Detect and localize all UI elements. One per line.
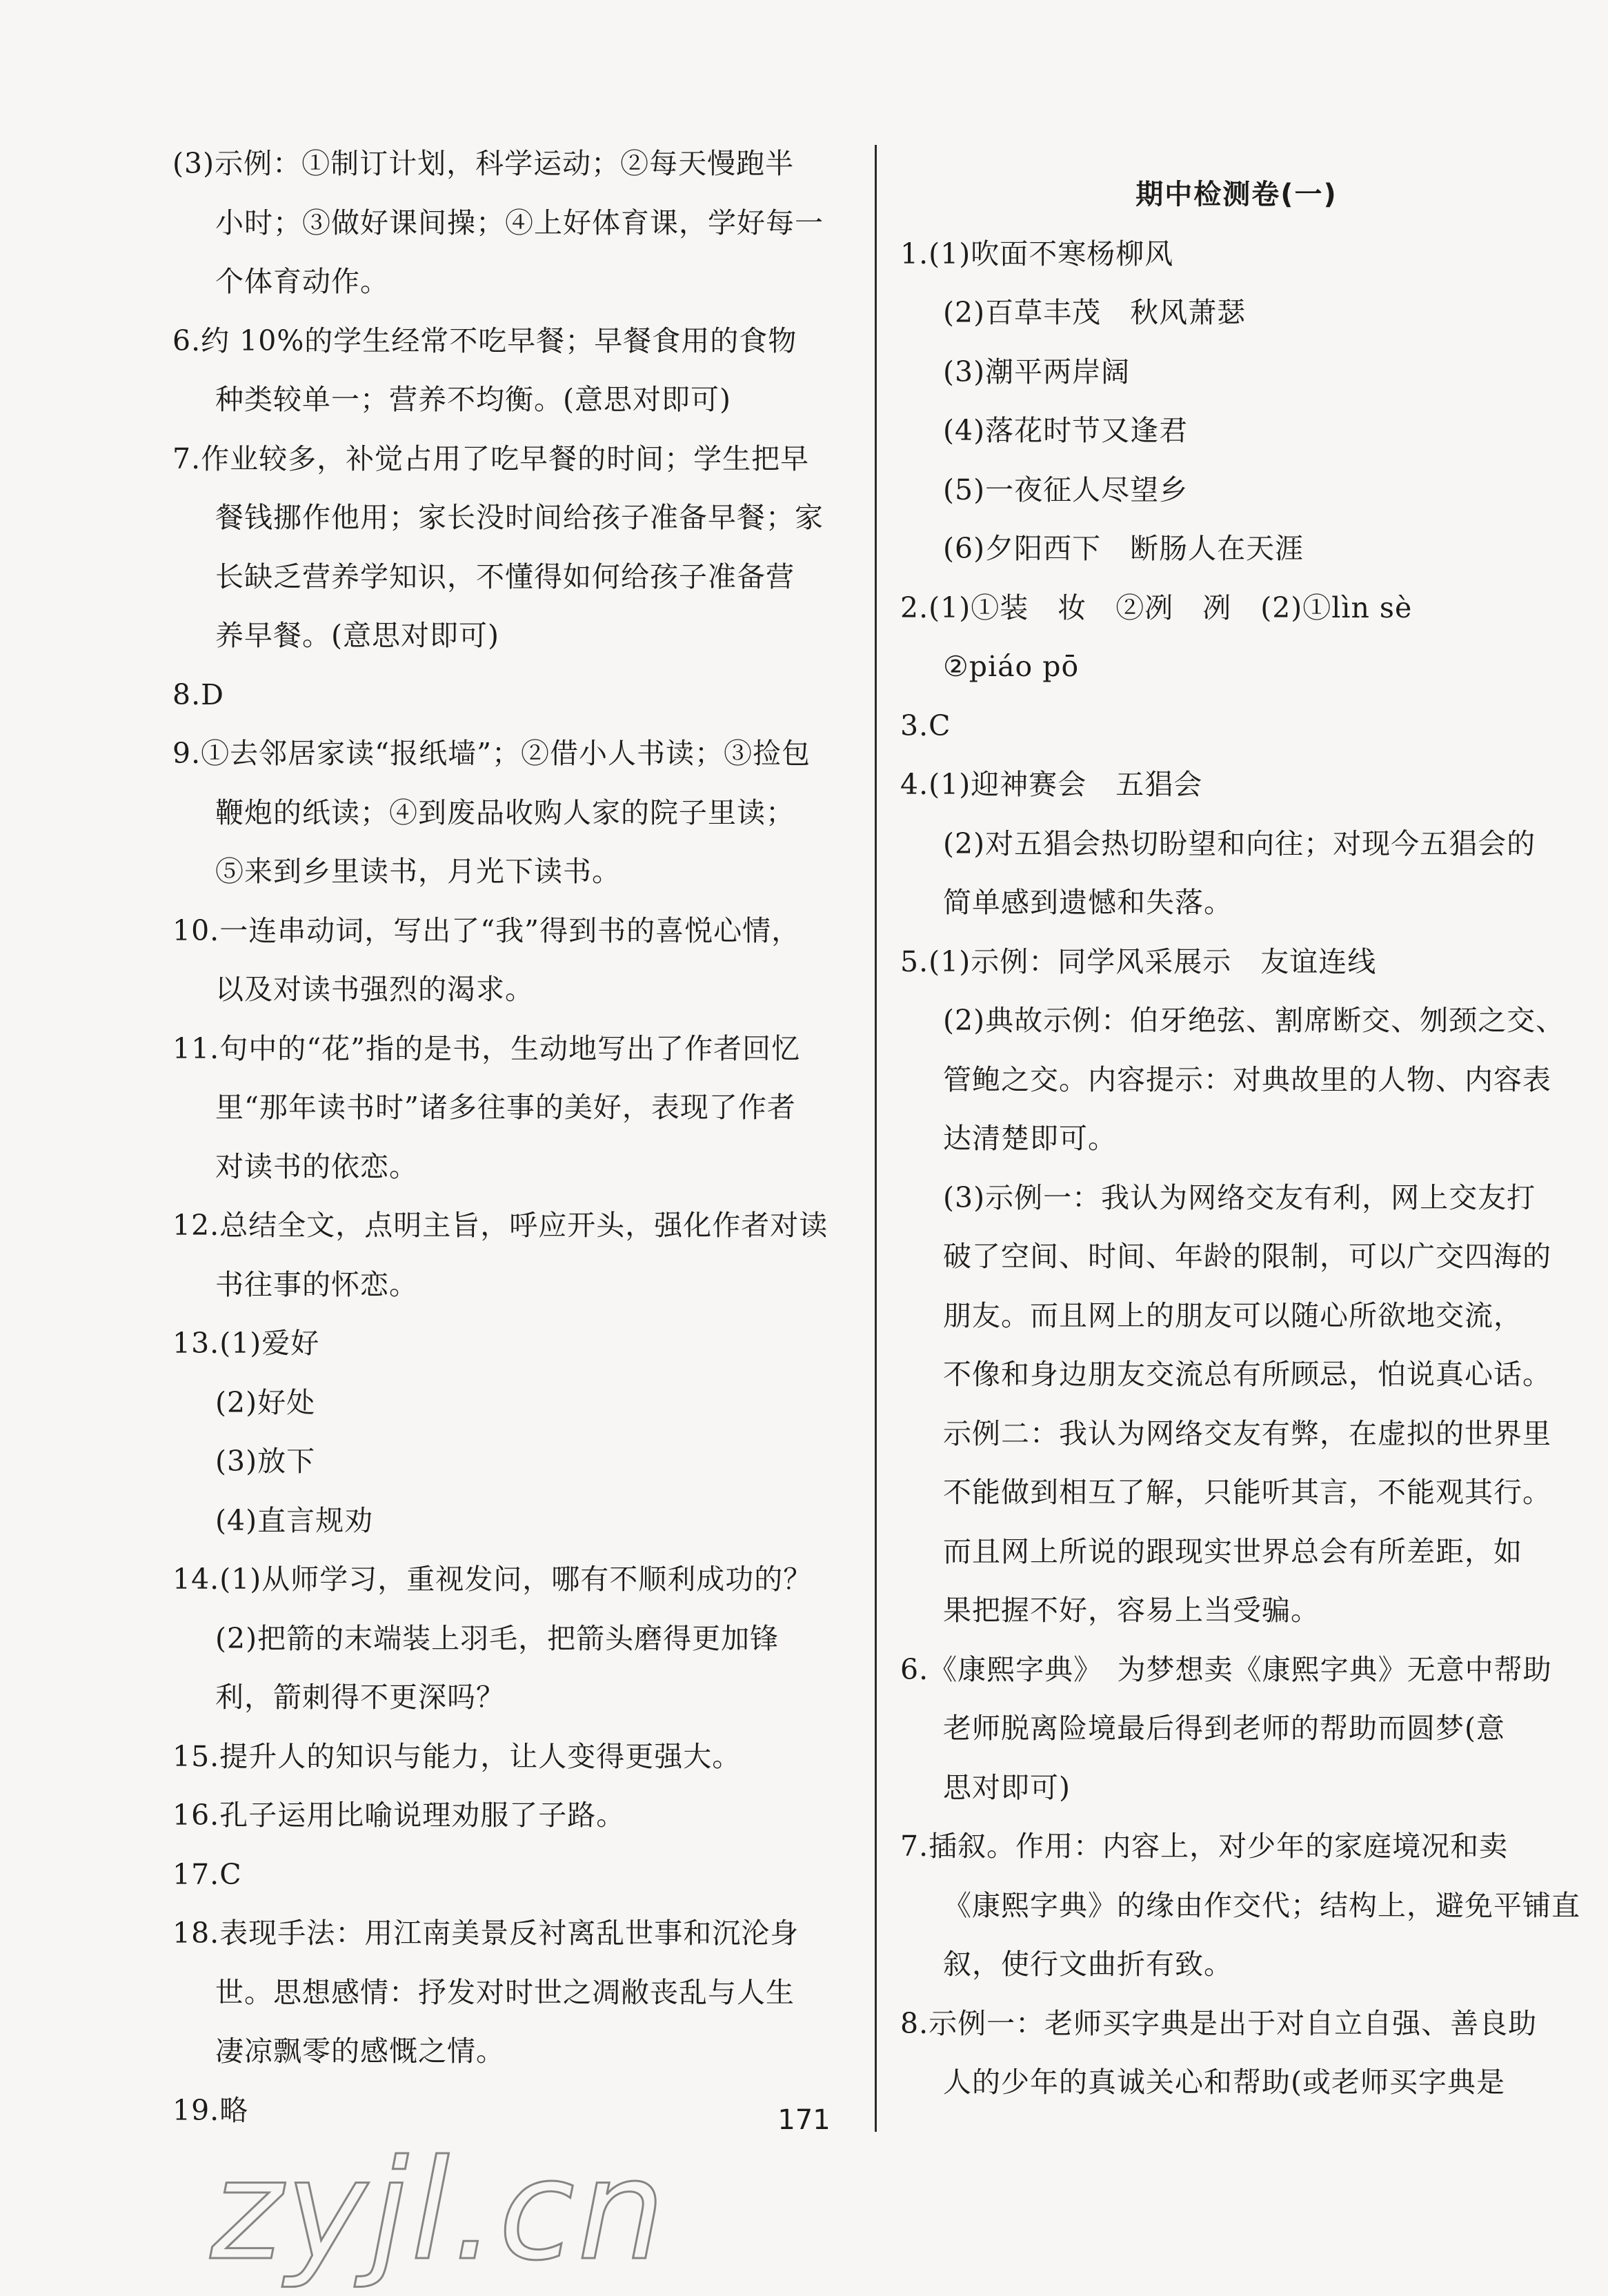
answer-line: (3)示例一：我认为网络交友有利，网上交友打 (943, 1180, 1536, 1214)
answer-line: 3.C (900, 709, 951, 742)
answer-line: 13.(1)爱好 (172, 1327, 320, 1360)
column-divider (875, 145, 877, 2132)
answer-line: 4.(1)迎神赛会 五猖会 (900, 768, 1203, 801)
watermark-logo: zyjl.cn (210, 2130, 668, 2291)
answer-line: 里“那年读书时”诸多往事的美好，表现了作者 (215, 1091, 796, 1124)
answer-line: 10.一连串动词，写出了“我”得到书的喜悦心情， (172, 913, 801, 947)
answer-line: 长缺乏营养学知识，不懂得如何给孩子准备营 (215, 560, 795, 593)
answer-line: (2)好处 (215, 1385, 316, 1419)
answer-line: 《康熙字典》的缘由作交代；结构上，避免平铺直 (943, 1888, 1580, 1922)
answer-line: (5)一夜征人尽望乡 (943, 473, 1189, 506)
answer-line: 简单感到遗憾和失落。 (943, 886, 1233, 919)
answer-line: (6)夕阳西下 断肠人在天涯 (943, 532, 1304, 565)
answer-line: 思对即可) (943, 1770, 1071, 1804)
answer-line: (4)直言规劝 (215, 1503, 374, 1537)
answer-line: 管鲍之交。内容提示：对典故里的人物、内容表 (943, 1062, 1551, 1096)
answer-line: 18.表现手法：用江南美景反衬离乱世事和沉沦身 (172, 1917, 800, 1950)
answer-line: ②piáo pō (943, 650, 1080, 683)
answer-line: 17.C (172, 1857, 242, 1891)
answer-line: 养早餐。(意思对即可) (215, 619, 499, 652)
answer-line: (3)潮平两岸阔 (943, 355, 1131, 388)
answer-line: 16.孔子运用比喻说理劝服了子路。 (172, 1799, 626, 1832)
answer-line: 以及对读书强烈的渴求。 (215, 973, 534, 1006)
answer-line: (2)把箭的末端装上羽毛，把箭头磨得更加锋 (215, 1621, 780, 1655)
answer-line: 凄凉飘零的感慨之情。 (215, 2035, 505, 2068)
right-column (900, 135, 1580, 2112)
page-number: 171 (777, 2104, 831, 2136)
answer-line: 6.约 10%的学生经常不吃早餐；早餐食用的食物 (172, 324, 797, 357)
answer-line: (2)典故示例：伯牙绝弦、割席断交、刎颈之交、 (943, 1004, 1565, 1037)
answer-line: 11.句中的“花”指的是书，生动地写出了作者回忆 (172, 1031, 801, 1065)
answer-line: ⑤来到乡里读书，月光下读书。 (215, 855, 621, 888)
answer-line: 12.总结全文，点明主旨，呼应开头，强化作者对读 (172, 1209, 828, 1242)
answer-line: 不能做到相互了解，只能听其言，不能观其行。 (943, 1476, 1551, 1509)
answer-line: 2.(1)①装 妆 ②冽 冽 (2)①lìn sè (900, 591, 1413, 624)
section-heading: 期中检测卷(一) (1135, 179, 1338, 210)
right-column-lines (900, 225, 1580, 2112)
answer-line: 鞭炮的纸读；④到废品收购人家的院子里读； (215, 795, 795, 829)
answer-line: 老师脱离险境最后得到老师的帮助而圆梦(意 (943, 1712, 1505, 1745)
answer-line: 示例二：我认为网络交友有弊，在虚拟的世界里 (943, 1416, 1551, 1450)
answer-line: 人的少年的真诚关心和帮助(或老师买字典是 (943, 2066, 1505, 2099)
answer-line: 小时；③做好课间操；④上好体育课，学好每一 (215, 206, 824, 239)
answer-line: 7.插叙。作用：内容上，对少年的家庭境况和卖 (900, 1830, 1509, 1863)
left-column (172, 135, 855, 2140)
answer-line: 15.提升人的知识与能力，让人变得更强大。 (172, 1739, 742, 1773)
answer-line: 朋友。而且网上的朋友可以随心所欲地交流， (943, 1298, 1522, 1332)
answer-line: (2)百草丰茂 秋风萧瑟 (943, 296, 1247, 329)
answer-line: 而且网上所说的跟现实世界总会有所差距，如 (943, 1534, 1522, 1568)
answer-line: 种类较单一；营养不均衡。(意思对即可) (215, 383, 731, 416)
answer-line: 8.示例一：老师买字典是出于对自立自强、善良助 (900, 2006, 1538, 2040)
answer-line: 叙，使行文曲折有致。 (943, 1948, 1233, 1981)
answer-line: 利，箭刺得不更深吗？ (215, 1681, 505, 1714)
answer-line: 1.(1)吹面不寒杨柳风 (900, 237, 1174, 270)
answer-line: 个体育动作。 (215, 265, 389, 298)
answer-line: 5.(1)示例：同学风采展示 友谊连线 (900, 944, 1377, 978)
answer-line: 破了空间、时间、年龄的限制，可以广交四海的 (943, 1240, 1551, 1273)
answer-line: (4)落花时节又逢君 (943, 414, 1189, 447)
answer-line: 14.(1)从师学习，重视发问，哪有不顺利成功的？ (172, 1563, 813, 1596)
answer-line: 书往事的怀恋。 (215, 1267, 418, 1301)
answer-line: 8.D (172, 677, 224, 711)
answer-line: (3)放下 (215, 1445, 316, 1478)
answer-line: 餐钱挪作他用；家长没时间给孩子准备早餐；家 (215, 501, 824, 534)
answer-line: (2)对五猖会热切盼望和向往；对现今五猖会的 (943, 827, 1536, 860)
answer-line: 世。思想感情：抒发对时世之凋敝丧乱与人生 (215, 1975, 795, 2009)
answer-line: (3)示例：①制订计划，科学运动；②每天慢跑半 (172, 147, 795, 180)
answer-line: 对读书的依恋。 (215, 1149, 418, 1183)
answer-line: 达清楚即可。 (943, 1122, 1117, 1155)
answer-line: 9.①去邻居家读“报纸墙”；②借小人书读；③捡包 (172, 737, 811, 770)
answer-line: 果把握不好，容易上当受骗。 (943, 1594, 1320, 1627)
answer-line: 不像和身边朋友交流总有所顾忌，怕说真心话。 (943, 1358, 1551, 1391)
answer-line: 6.《康熙字典》 为梦想卖《康熙字典》无意中帮助 (900, 1652, 1552, 1686)
answer-line: 19.略 (172, 2093, 249, 2127)
answer-line: 7.作业较多，补觉占用了吃早餐的时间；学生把早 (172, 442, 810, 475)
